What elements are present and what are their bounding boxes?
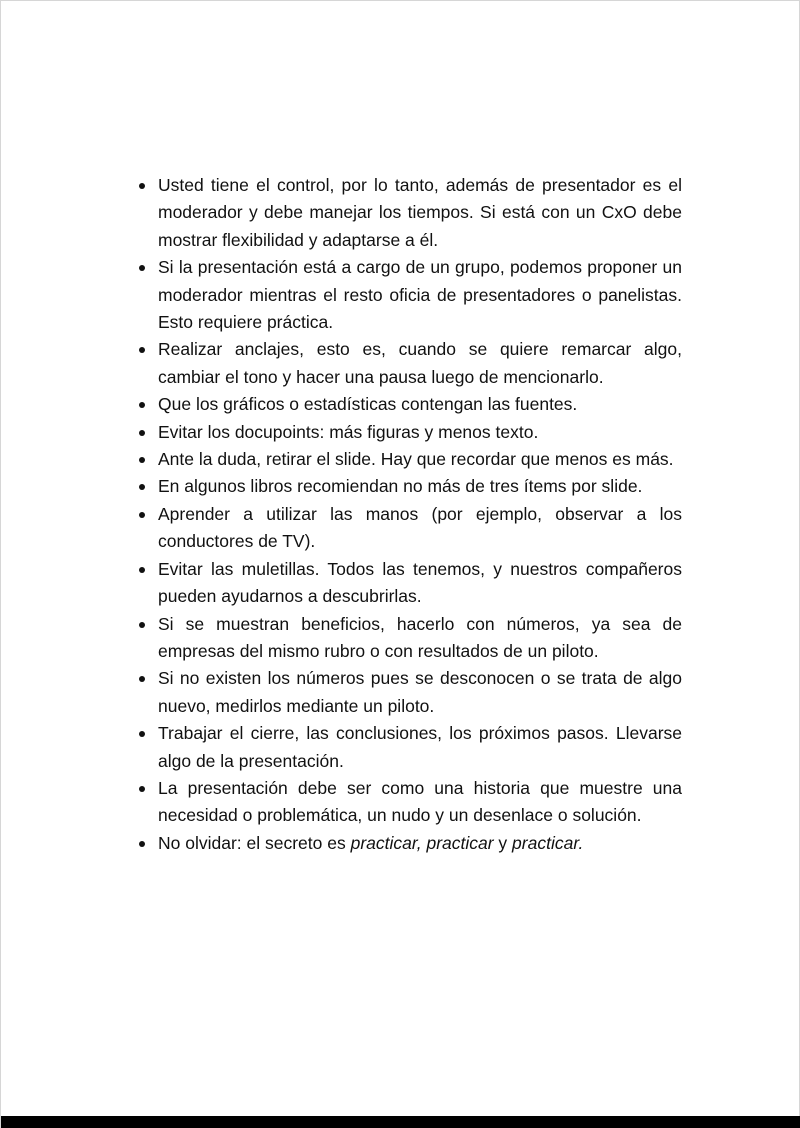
final-italic-1: practicar, practicar [350, 832, 494, 853]
list-item: Si se muestran beneficios, hacerlo con números, ya sea de empresas del mismo rubro o con resultados de un piloto. [137, 611, 682, 666]
list-item-final [137, 830, 682, 857]
list-item: Realizar anclajes, esto es, cuando se quiere remarcar algo, cambiar el tono y hacer una pausa luego de mencionarlo. [137, 336, 682, 391]
list-item: Evitar los docupoints: más figuras y menos texto. [137, 419, 682, 446]
bottom-black-bar [1, 1116, 800, 1128]
list-item: Que los gráficos o estadísticas contengan las fuentes. [137, 391, 682, 418]
final-italic-2: practicar. [512, 832, 584, 853]
list-item: En algunos libros recomiendan no más de tres ítems por slide. [137, 473, 682, 500]
list-item: Aprender a utilizar las manos (por ejemplo, observar a los conductores de TV). [137, 501, 682, 556]
bullet-list-section [137, 172, 682, 857]
bullet-list [137, 172, 682, 857]
list-item: La presentación debe ser como una historia que muestre una necesidad o problemática, un nudo y un desenlace o solución. [137, 775, 682, 830]
list-item: Usted tiene el control, por lo tanto, además de presentador es el moderador y debe manejar los tiempos. Si está con un CxO debe mostrar flexibilidad y adaptarse a él. [137, 172, 682, 254]
list-item: Si no existen los números pues se desconocen o se trata de algo nuevo, medirlos mediante un piloto. [137, 665, 682, 720]
list-item: Trabajar el cierre, las conclusiones, los próximos pasos. Llevarse algo de la presentación. [137, 720, 682, 775]
final-connector: y [493, 832, 513, 853]
list-item: Si la presentación está a cargo de un grupo, podemos proponer un moderador mientras el resto oficia de presentadores o panelistas. Esto requiere práctica. [137, 254, 682, 336]
final-prefix: No olvidar: el secreto es [158, 832, 351, 853]
list-item: Evitar las muletillas. Todos las tenemos, y nuestros compañeros pueden ayudarnos a descubrirlas. [137, 556, 682, 611]
list-item: Ante la duda, retirar el slide. Hay que recordar que menos es más. [137, 446, 682, 473]
